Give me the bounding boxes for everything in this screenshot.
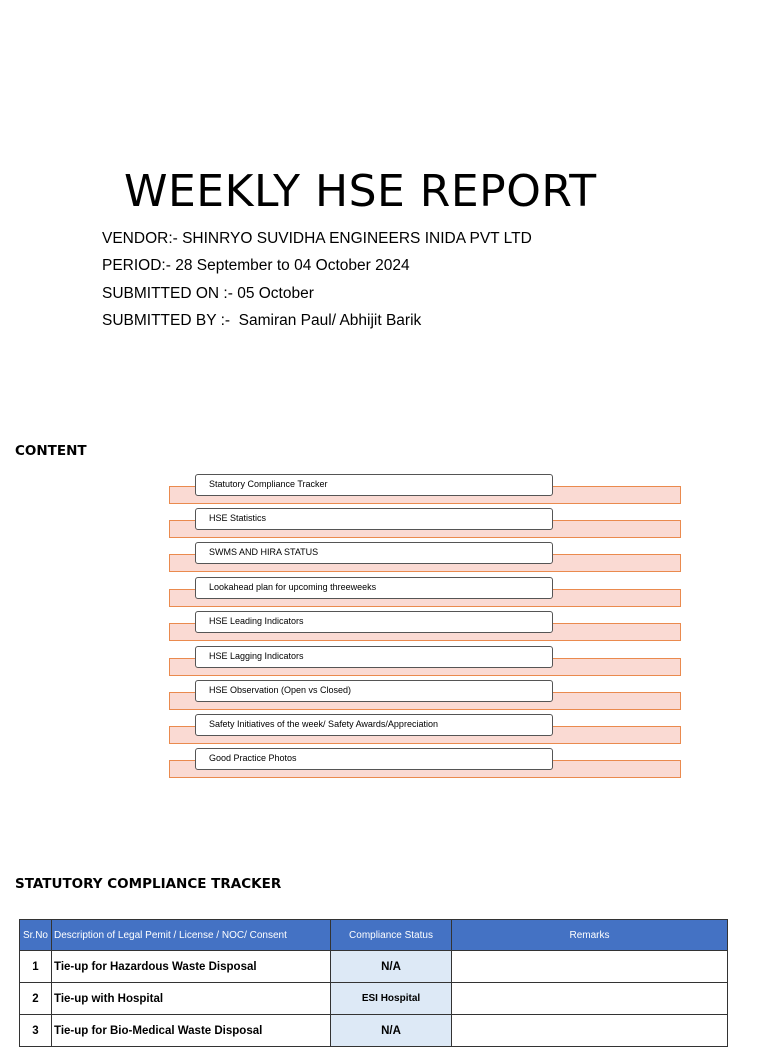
content-item-label: Safety Initiatives of the week/ Safety Awards/Appreciation [195, 714, 553, 736]
submitted-on-line: SUBMITTED ON :- 05 October [102, 284, 314, 302]
col-header-remarks: Remarks [452, 920, 728, 951]
content-item [0, 714, 768, 748]
row-number: 3 [20, 1015, 52, 1047]
content-item-label: Statutory Compliance Tracker [195, 474, 553, 496]
col-header-srno: Sr.No [20, 920, 52, 951]
row-description: Tie-up with Hospital [52, 983, 331, 1015]
content-item-label: SWMS AND HIRA STATUS [195, 542, 553, 564]
table-header-row [20, 920, 728, 951]
content-item [0, 508, 768, 542]
row-number: 1 [20, 951, 52, 983]
row-number: 2 [20, 983, 52, 1015]
report-meta [102, 229, 532, 338]
row-status: N/A [331, 1015, 452, 1047]
table-row [20, 983, 728, 1015]
compliance-table [19, 919, 728, 1047]
tracker-heading: STATUTORY COMPLIANCE TRACKER [15, 876, 282, 892]
content-item-label: Lookahead plan for upcoming threeweeks [195, 577, 553, 599]
content-item [0, 577, 768, 611]
table-row [20, 951, 728, 983]
content-item-label: HSE Leading Indicators [195, 611, 553, 633]
row-remarks [452, 951, 728, 983]
submitted-by-line: SUBMITTED BY :- Samiran Paul/ Abhijit Barik [102, 311, 422, 329]
col-header-description: Description of Legal Pemit / License / NOC/ Consent [52, 920, 331, 951]
row-status: ESI Hospital [331, 983, 452, 1015]
content-item [0, 611, 768, 645]
row-description: Tie-up for Hazardous Waste Disposal [52, 951, 331, 983]
content-heading: CONTENT [15, 443, 87, 459]
period-line: PERIOD:- 28 September to 04 October 2024 [102, 257, 410, 275]
content-item [0, 474, 768, 508]
table-row [20, 1015, 728, 1047]
row-status: N/A [331, 951, 452, 983]
col-header-status: Compliance Status [331, 920, 452, 951]
report-title: WEEKLY HSE REPORT [124, 166, 597, 217]
row-remarks [452, 983, 728, 1015]
content-item-label: HSE Observation (Open vs Closed) [195, 680, 553, 702]
content-item-label: HSE Statistics [195, 508, 553, 530]
row-remarks [452, 1015, 728, 1047]
vendor-line: VENDOR:- SHINRYO SUVIDHA ENGINEERS INIDA PVT LTD [102, 230, 532, 247]
row-description: Tie-up for Bio-Medical Waste Disposal [52, 1015, 331, 1047]
content-item [0, 646, 768, 680]
content-item-label: Good Practice Photos [195, 748, 553, 770]
content-item-label: HSE Lagging Indicators [195, 646, 553, 668]
content-item [0, 542, 768, 576]
content-item [0, 680, 768, 714]
content-item [0, 748, 768, 782]
